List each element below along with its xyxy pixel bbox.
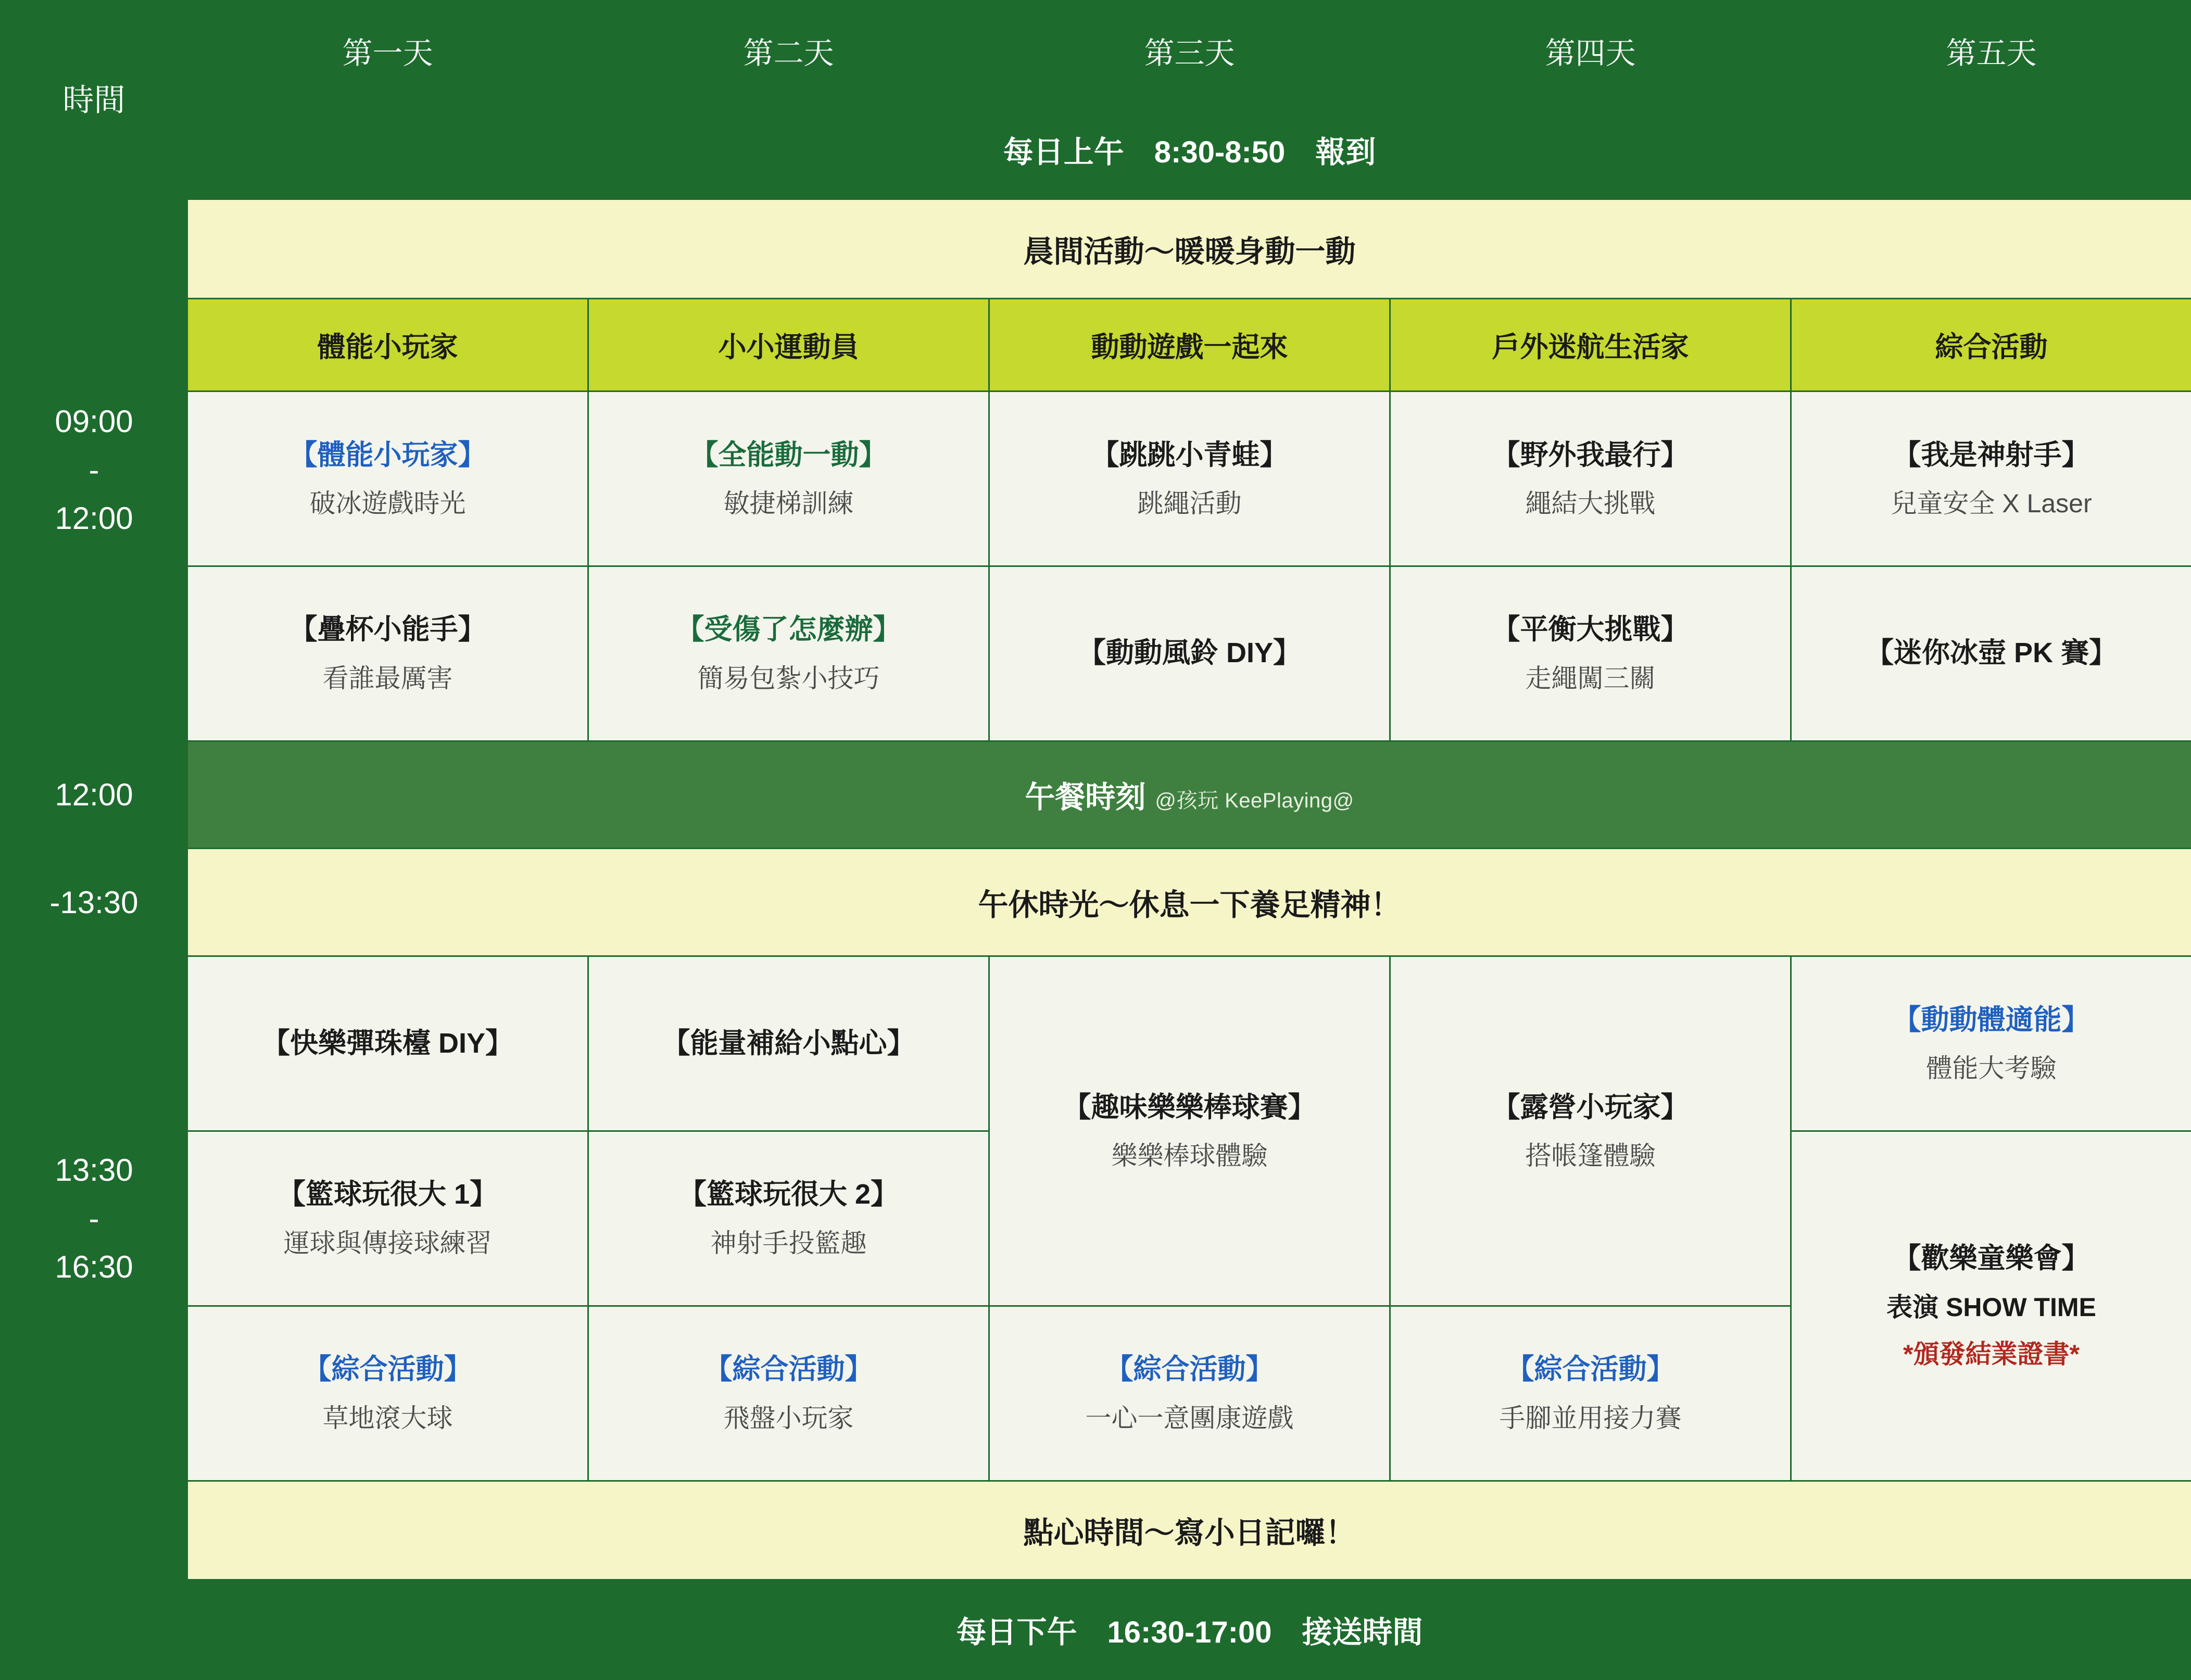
morning-activity-row-1 — [1, 391, 2191, 566]
activity-title: 【野外我最行】 — [1492, 439, 1689, 471]
activity-cell — [187, 1306, 588, 1481]
activity-title: 【受傷了怎麼辦】 — [676, 614, 901, 646]
pickup-banner: 每日下午 16:30-17:00 接送時間 — [187, 1580, 2191, 1679]
nap-banner: 午休時光～休息一下養足精神！ — [187, 849, 2191, 956]
lunch-time-start: 12:00 — [1, 741, 187, 849]
pickup-time-spacer — [1, 1580, 187, 1679]
activity-cell — [588, 1131, 989, 1306]
activity-cell — [187, 566, 588, 741]
header-day-4: 第四天 — [1390, 1, 1791, 100]
activity-note: *頒發結業證書* — [1903, 1340, 2080, 1369]
header-day-3: 第三天 — [989, 1, 1390, 100]
afternoon-time-start: 13:30 — [55, 1152, 133, 1188]
theme-day-2: 小小運動員 — [588, 298, 989, 391]
afternoon-time-cell — [1, 956, 187, 1481]
activity-subtitle: 表演 SHOW TIME — [1886, 1293, 2096, 1322]
lunch-watermark: @孩玩 KeePlaying@ — [1155, 789, 1354, 813]
activity-subtitle: 體能大考驗 — [1926, 1054, 2057, 1083]
activity-title: 【歡樂童樂會】 — [1893, 1243, 2090, 1274]
lunch-time-end: -13:30 — [1, 849, 187, 956]
morning-warmup-row — [1, 199, 2191, 299]
activity-subtitle: 一心一意團康遊戲 — [1085, 1404, 1294, 1433]
snack-time-spacer — [1, 1481, 187, 1580]
morning-time-cell — [1, 199, 187, 741]
header-time-label: 時間 — [1, 1, 187, 199]
afternoon-time-end: 16:30 — [55, 1249, 133, 1284]
activity-cell — [187, 1131, 588, 1306]
header-day-5: 第五天 — [1791, 1, 2191, 100]
afternoon-time-dash: - — [89, 1201, 99, 1236]
nap-row — [1, 849, 2191, 956]
snack-banner: 點心時間～寫小日記囉！ — [187, 1481, 2191, 1580]
activity-title: 【趣味樂樂棒球賽】 — [1063, 1091, 1316, 1123]
activity-cell — [1390, 1306, 1791, 1481]
activity-title: 【露營小玩家】 — [1492, 1091, 1689, 1123]
activity-cell — [187, 956, 588, 1131]
afternoon-activity-row-1 — [1, 956, 2191, 1131]
morning-activity-row-2 — [1, 566, 2191, 741]
activity-title: 【我是神射手】 — [1893, 439, 2090, 471]
activity-cell — [1390, 566, 1791, 741]
header-day-2: 第二天 — [588, 1, 989, 100]
activity-cell — [588, 956, 989, 1131]
activity-title: 【體能小玩家】 — [289, 439, 486, 471]
activity-title: 【平衡大挑戰】 — [1492, 614, 1689, 646]
activity-subtitle: 草地滾大球 — [322, 1404, 453, 1433]
activity-title: 【綜合活動】 — [303, 1354, 472, 1385]
activity-subtitle: 兒童安全 X Laser — [1891, 489, 2092, 519]
theme-row — [1, 298, 2191, 391]
activity-subtitle: 手腳並用接力賽 — [1499, 1404, 1682, 1433]
activity-title: 【全能動一動】 — [690, 439, 887, 471]
activity-cell — [588, 566, 989, 741]
activity-cell-showtime — [1791, 1131, 2191, 1481]
pickup-row — [1, 1580, 2191, 1679]
activity-title: 【跳跳小青蛙】 — [1091, 439, 1288, 471]
theme-day-3: 動動遊戲一起來 — [989, 298, 1390, 391]
activity-subtitle: 搭帳篷體驗 — [1525, 1141, 1656, 1171]
activity-cell — [1390, 391, 1791, 566]
activity-cell — [1791, 956, 2191, 1131]
theme-day-5: 綜合活動 — [1791, 298, 2191, 391]
activity-title: 【迷你冰壺 PK 賽】 — [1865, 637, 2118, 669]
morning-time-dash: - — [89, 452, 99, 488]
activity-cell — [588, 391, 989, 566]
activity-subtitle: 繩結大挑戰 — [1525, 489, 1656, 519]
activity-cell — [588, 1306, 989, 1481]
activity-cell — [1791, 391, 2191, 566]
lunch-banner — [187, 741, 2191, 849]
activity-title: 【快樂彈珠檯 DIY】 — [261, 1027, 514, 1059]
activity-subtitle: 走繩闖三關 — [1525, 664, 1656, 693]
activity-subtitle: 神射手投籃趣 — [710, 1229, 867, 1258]
activity-title: 【綜合活動】 — [704, 1354, 873, 1385]
snack-row — [1, 1481, 2191, 1580]
activity-subtitle: 跳繩活動 — [1137, 489, 1242, 519]
activity-title: 【籃球玩很大 1】 — [277, 1179, 498, 1210]
activity-cell — [989, 1306, 1390, 1481]
checkin-banner: 每日上午 8:30-8:50 報到 — [187, 100, 2191, 199]
activity-cell — [187, 391, 588, 566]
morning-time-end: 12:00 — [55, 501, 133, 536]
activity-cell-merged — [989, 956, 1390, 1306]
lunch-label: 午餐時刻 — [1025, 780, 1146, 815]
activity-cell — [989, 391, 1390, 566]
activity-subtitle: 運球與傳接球練習 — [283, 1229, 492, 1258]
activity-subtitle: 簡易包紮小技巧 — [697, 664, 880, 693]
morning-warmup-banner: 晨間活動～暖暖身動一動 — [187, 199, 2191, 299]
activity-cell — [989, 566, 1390, 741]
table-header-row — [1, 1, 2191, 100]
morning-time-start: 09:00 — [55, 404, 133, 439]
activity-title: 【綜合活動】 — [1506, 1354, 1675, 1385]
activity-subtitle: 看誰最厲害 — [322, 664, 453, 693]
header-day-1: 第一天 — [187, 1, 588, 100]
activity-title: 【籃球玩很大 2】 — [678, 1179, 899, 1210]
activity-subtitle: 敏捷梯訓練 — [723, 489, 854, 519]
activity-title: 【動動風鈴 DIY】 — [1077, 637, 1302, 669]
checkin-row — [1, 100, 2191, 199]
activity-subtitle: 飛盤小玩家 — [723, 1404, 854, 1433]
activity-title: 【綜合活動】 — [1105, 1354, 1274, 1385]
theme-day-1: 體能小玩家 — [187, 298, 588, 391]
theme-day-4: 戶外迷航生活家 — [1390, 298, 1791, 391]
activity-cell-merged — [1390, 956, 1791, 1306]
activity-subtitle: 樂樂棒球體驗 — [1111, 1141, 1268, 1171]
activity-title: 【能量補給小點心】 — [662, 1027, 915, 1059]
activity-cell — [1791, 566, 2191, 741]
lunch-row — [1, 741, 2191, 849]
activity-title: 【疊杯小能手】 — [289, 614, 486, 646]
activity-title: 【動動體適能】 — [1893, 1004, 2090, 1035]
activity-subtitle: 破冰遊戲時光 — [309, 489, 466, 519]
